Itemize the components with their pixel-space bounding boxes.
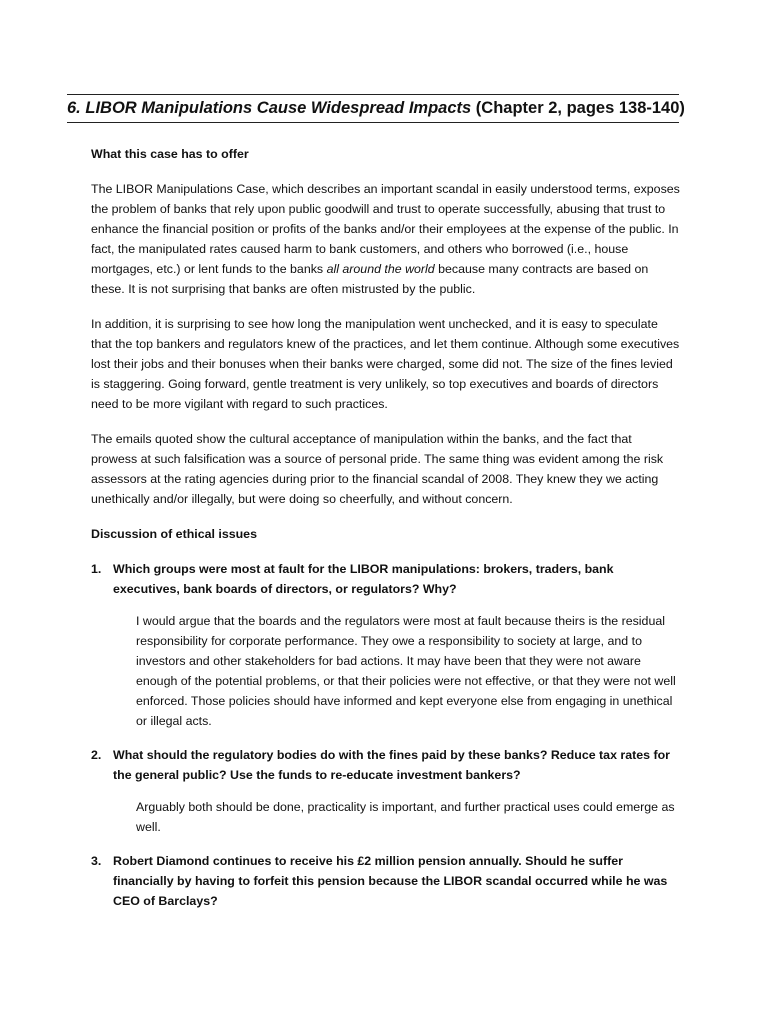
answer-2: Arguably both should be done, practicality is important, and further practical uses could emerge as well. bbox=[136, 800, 675, 834]
question-1-text: Which groups were most at fault for the LIBOR manipulations: brokers, traders, bank executives, bank boards of directors, or regulators? Why? bbox=[113, 562, 614, 596]
offer-paragraph-1-end: because many contracts are based on these. It is not surprising that banks are often mistrusted by the public. bbox=[91, 262, 649, 296]
discussion-subheading: Discussion of ethical issues bbox=[91, 527, 257, 541]
section-number: 6. bbox=[67, 99, 81, 117]
question-1 bbox=[91, 559, 681, 599]
offer-paragraph-2: In addition, it is surprising to see how long the manipulation went unchecked, and it is easy to speculate that the top bankers and regulators knew of the practices, and let them continue. Although some executives lost their jobs and their bonuses when their banks were charged, some did not. The size of the fines levied is staggering. Going forward, gentle treatment is very unlikely, so top executives and boards of directors need to be more vigilant with regard to such practices. bbox=[91, 317, 680, 411]
offer-subheading: What this case has to offer bbox=[91, 147, 249, 161]
question-1-number: 1. bbox=[91, 562, 102, 576]
section-heading bbox=[67, 98, 685, 118]
question-2-number: 2. bbox=[91, 748, 102, 762]
offer-paragraph-3: The emails quoted show the cultural acceptance of manipulation within the banks, and the fact that prowess at such falsification was a source of personal pride. The same thing was evident among the risk assessors at the rating agencies during prior to the financial scandal of 2008. They knew they we acting unethically and/or illegally, but were doing so cheerfully, and without concern. bbox=[91, 432, 664, 506]
question-3 bbox=[91, 851, 681, 911]
question-3-text: Robert Diamond continues to receive his £2 million pension annually. Should he suffer financially by having to forfeit this pension because the LIBOR scandal occurred while he was CEO of Barclays? bbox=[113, 854, 668, 908]
document-body bbox=[91, 144, 681, 923]
section-reference: (Chapter 2, pages 138-140) bbox=[475, 99, 685, 117]
question-2 bbox=[91, 745, 681, 785]
question-2-text: What should the regulatory bodies do with the fines paid by these banks? Reduce tax rates for the general public? Use the funds to re-educate investment bankers? bbox=[113, 748, 670, 782]
section-heading-rule bbox=[67, 94, 685, 123]
question-3-number: 3. bbox=[91, 854, 102, 868]
section-title: LIBOR Manipulations Cause Widespread Impacts bbox=[85, 99, 472, 117]
answer-1: I would argue that the boards and the regulators were most at fault because theirs is the residual responsibility for corporate performance. They owe a responsibility to society at large, and to investors and other stakeholders for bad actions. It may have been that they were not aware enough of the potential problems, or that their policies were not effective, or that they were not well enforced. Those policies should have informed and kept everyone else from engaging in unethical or illegal acts. bbox=[136, 614, 676, 728]
offer-paragraph-1-start: The LIBOR Manipulations Case, which describes an important scandal in easily understood terms, exposes the problem of banks that rely upon public goodwill and trust to operate successfully, abusing that trust to enhance the financial position or profits of the banks and/or their employees at the expense of the public. In fact, the manipulated rates caused harm to bank customers, and others who borrowed (i.e., house mortgages, etc.) or lent funds to the banks bbox=[91, 182, 680, 276]
offer-paragraph-1-emphasis: all around the world bbox=[326, 262, 435, 276]
offer-paragraph-1 bbox=[91, 179, 681, 299]
